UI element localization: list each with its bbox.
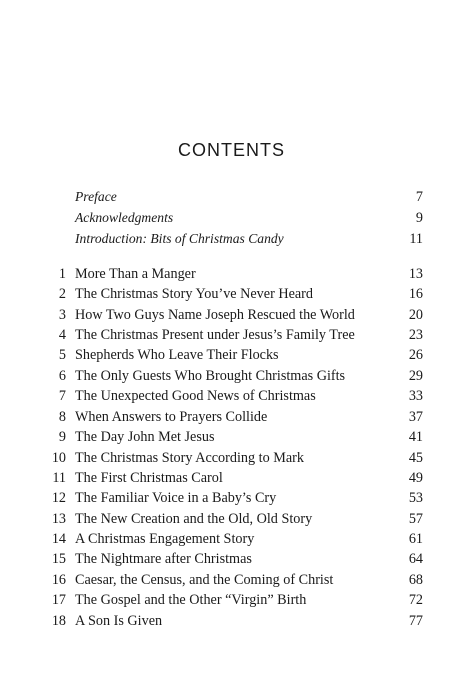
chapter-title: The First Christmas Carol [75, 470, 223, 486]
chapter-page: 20 [408, 307, 423, 323]
page-title: CONTENTS [178, 140, 285, 160]
toc-chapter[interactable] [0, 570, 463, 590]
chapter-page: 61 [408, 531, 423, 547]
toc-chapter[interactable] [0, 529, 463, 549]
chapter-number: 12 [51, 490, 66, 506]
chapter-number: 5 [58, 347, 66, 363]
chapter-number: 18 [51, 613, 66, 629]
toc-chapter[interactable] [0, 407, 463, 427]
chapter-title: The Gospel and the Other “Virgin” Birth [75, 592, 307, 608]
toc-entry-acknowledgments[interactable] [0, 208, 463, 228]
chapter-number: 15 [51, 551, 66, 567]
toc-entry-page: 7 [415, 189, 423, 205]
chapter-title: When Answers to Prayers Collide [75, 409, 268, 425]
chapter-title: Caesar, the Census, and the Coming of Christ [75, 572, 334, 588]
chapter-title: The Christmas Story You’ve Never Heard [75, 286, 313, 302]
toc-chapter[interactable] [0, 284, 463, 304]
toc-chapter[interactable] [0, 509, 463, 529]
chapter-page: 64 [408, 551, 423, 567]
chapter-number: 14 [51, 531, 66, 547]
chapter-number: 8 [58, 409, 66, 425]
toc-chapter[interactable] [0, 366, 463, 386]
chapter-number: 13 [51, 511, 66, 527]
chapter-number: 10 [51, 450, 66, 466]
toc-chapter[interactable] [0, 386, 463, 406]
chapter-page: 16 [408, 286, 423, 302]
toc-chapter[interactable] [0, 611, 463, 631]
chapter-title: How Two Guys Name Joseph Rescued the World [75, 307, 355, 323]
chapter-number: 9 [58, 429, 66, 445]
chapter-title: The New Creation and the Old, Old Story [75, 511, 313, 527]
chapter-page: 72 [408, 592, 423, 608]
chapter-page: 53 [408, 490, 423, 506]
toc-chapter[interactable] [0, 488, 463, 508]
chapter-title: Shepherds Who Leave Their Flocks [75, 347, 279, 363]
chapter-page: 29 [408, 368, 423, 384]
chapter-page: 33 [408, 388, 423, 404]
chapter-title: A Christmas Engagement Story [75, 531, 255, 547]
chapter-page: 13 [408, 266, 423, 282]
chapter-title: More Than a Manger [75, 266, 196, 282]
chapter-number: 3 [58, 307, 66, 323]
chapter-title: The Nightmare after Christmas [75, 551, 252, 567]
chapter-page: 41 [408, 429, 423, 445]
toc-chapter[interactable] [0, 549, 463, 569]
toc-entry-preface[interactable] [0, 187, 463, 207]
toc-chapter[interactable] [0, 305, 463, 325]
toc-entry-introduction[interactable] [0, 229, 463, 249]
toc-entry-title: Acknowledgments [75, 210, 174, 225]
toc-chapter[interactable] [0, 427, 463, 447]
chapter-title: The Christmas Story According to Mark [75, 450, 304, 466]
toc-chapter[interactable] [0, 345, 463, 365]
chapter-page: 57 [408, 511, 423, 527]
chapter-title: A Son Is Given [75, 613, 163, 629]
chapter-number: 1 [58, 266, 66, 282]
chapter-number: 7 [58, 388, 66, 404]
toc-entry-page: 11 [409, 231, 423, 247]
toc-entry-title: Introduction: Bits of Christmas Candy [75, 231, 284, 246]
toc-chapter[interactable] [0, 448, 463, 468]
chapter-page: 68 [408, 572, 423, 588]
toc-chapter[interactable] [0, 264, 463, 284]
toc-entry-title: Preface [75, 189, 117, 204]
chapter-number: 17 [51, 592, 66, 608]
chapter-page: 26 [408, 347, 423, 363]
chapter-page: 37 [408, 409, 423, 425]
toc-entry-page: 9 [415, 210, 423, 226]
chapter-number: 4 [58, 327, 66, 343]
chapter-number: 6 [58, 368, 66, 384]
chapter-page: 45 [408, 450, 423, 466]
chapter-number: 16 [51, 572, 66, 588]
toc-chapter[interactable] [0, 590, 463, 610]
chapter-page: 77 [408, 613, 423, 629]
chapter-title: The Unexpected Good News of Christmas [75, 388, 316, 404]
chapter-page: 23 [408, 327, 423, 343]
chapter-page: 49 [408, 470, 423, 486]
toc-chapter[interactable] [0, 325, 463, 345]
toc-chapter[interactable] [0, 468, 463, 488]
chapter-number: 11 [52, 470, 66, 486]
chapter-title: The Day John Met Jesus [75, 429, 215, 445]
chapter-title: The Familiar Voice in a Baby’s Cry [75, 490, 277, 506]
chapter-title: The Christmas Present under Jesus’s Family Tree [75, 327, 355, 343]
chapter-title: The Only Guests Who Brought Christmas Gifts [75, 368, 346, 384]
chapter-number: 2 [58, 286, 66, 302]
